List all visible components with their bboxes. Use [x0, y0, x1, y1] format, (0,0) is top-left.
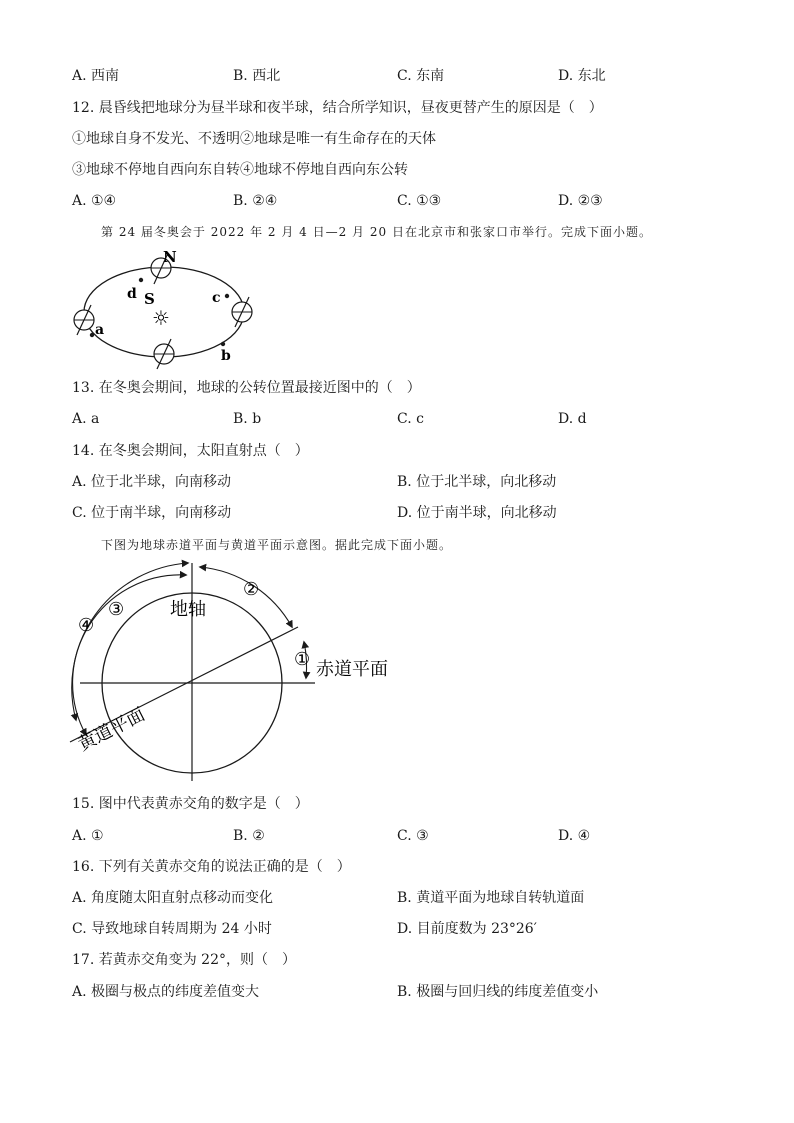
- label-b: b: [221, 348, 231, 364]
- number-1: ①: [294, 649, 311, 670]
- earth-bottom: [154, 339, 174, 369]
- q17-option-b: B. 极圈与回归线的纬度差值变小: [397, 984, 599, 1000]
- label-a: a: [95, 322, 105, 338]
- point-c-dot: [225, 294, 229, 298]
- earth-right: [232, 297, 252, 327]
- south-label: S: [144, 290, 155, 308]
- q16-option-b: B. 黄道平面为地球自转轨道面: [397, 890, 585, 906]
- q13-option-c: C. c: [397, 411, 424, 427]
- q11-option-d: D. 东北: [558, 68, 606, 84]
- q14-option-d: D. 位于南半球，向北移动: [397, 505, 557, 521]
- q16-option-c: C. 导致地球自转周期为 24 小时: [72, 921, 272, 937]
- angle-arrow-4: [72, 563, 188, 720]
- q11-option-a: A. 西南: [72, 68, 120, 84]
- winter-olympics-intro: 第 24 届冬奥会于 2022 年 2 月 4 日—2 月 20 日在北京市和张家口市举行。完成下面小题。: [101, 225, 652, 239]
- q12-option-c: C. ①③: [397, 193, 442, 209]
- q12-item2: ③地球不停地自西向东自转④地球不停地自西向东公转: [72, 162, 408, 178]
- ecliptic-label: 黄道平面: [74, 704, 149, 756]
- q16-stem: 16. 下列有关黄赤交角的说法正确的是（ ）: [72, 859, 351, 875]
- q11-option-b: B. 西北: [233, 68, 281, 84]
- number-3: ③: [108, 599, 125, 620]
- q12-option-a: A. ①④: [72, 193, 117, 209]
- equator-label: 赤道平面: [316, 659, 388, 680]
- q14-option-b: B. 位于北半球，向北移动: [397, 474, 557, 490]
- q13-option-d: D. d: [558, 411, 587, 427]
- number-2: ②: [243, 579, 260, 600]
- q14-option-c: C. 位于南半球，向南移动: [72, 505, 232, 521]
- q12-item1: ①地球自身不发光、不透明②地球是唯一有生命存在的天体: [72, 131, 436, 147]
- q17-stem: 17. 若黄赤交角变为 22°，则（ ）: [72, 952, 296, 968]
- q17-option-a: A. 极圈与极点的纬度差值变大: [72, 984, 260, 1000]
- q16-option-d: D. 目前度数为 23°26′: [397, 921, 537, 937]
- q13-stem: 13. 在冬奥会期间，地球的公转位置最接近图中的（ ）: [72, 380, 421, 396]
- q12-option-b: B. ②④: [233, 193, 278, 209]
- q15-option-c: C. ③: [397, 828, 429, 844]
- q15-option-d: D. ④: [558, 828, 591, 844]
- plane-diagram-intro: 下图为地球赤道平面与黄道平面示意图。据此完成下面小题。: [101, 538, 453, 552]
- q15-stem: 15. 图中代表黄赤交角的数字是（ ）: [72, 796, 309, 812]
- q15-option-b: B. ②: [233, 828, 265, 844]
- q11-option-c: C. 东南: [397, 68, 445, 84]
- q12-stem: 12. 晨昏线把地球分为昼半球和夜半球，结合所学知识，昼夜更替产生的原因是（ ）: [72, 100, 603, 116]
- orbit-diagram: [64, 240, 274, 370]
- q15-option-a: A. ①: [72, 828, 104, 844]
- label-d: d: [127, 286, 137, 302]
- sun-icon: ☼: [152, 306, 170, 330]
- q12-option-d: D. ②③: [558, 193, 603, 209]
- label-c: c: [212, 290, 221, 306]
- q14-stem: 14. 在冬奥会期间，太阳直射点（ ）: [72, 443, 309, 459]
- point-a-dot: [90, 333, 94, 337]
- north-label: N: [163, 248, 177, 266]
- number-4: ④: [78, 615, 95, 636]
- q13-option-b: B. b: [233, 411, 262, 427]
- axis-label: 地轴: [170, 599, 206, 620]
- point-b-dot: [221, 342, 225, 346]
- ecliptic-equator-diagram: [60, 555, 420, 785]
- q14-option-a: A. 位于北半球，向南移动: [72, 474, 232, 490]
- q16-option-a: A. 角度随太阳直射点移动而变化: [72, 890, 274, 906]
- point-d-dot: [139, 278, 143, 282]
- q13-option-a: A. a: [72, 411, 100, 427]
